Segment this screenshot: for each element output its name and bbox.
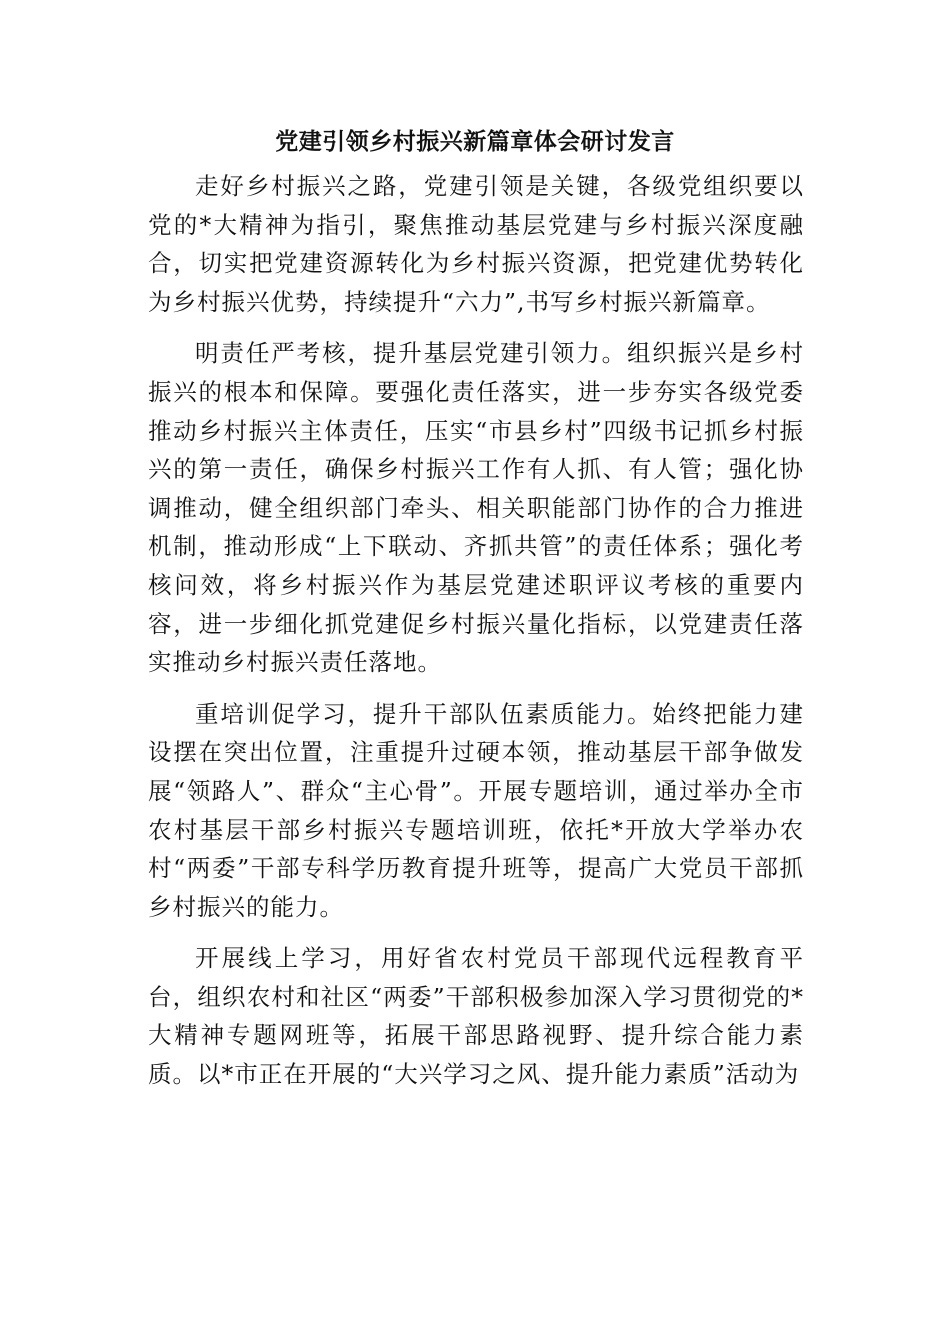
paragraph-online-learning: 开展线上学习，用好省农村党员干部现代远程教育平台，组织农村和社区“两委”干部积极参加深入学习贯彻党的*大精神专题网班等，拓展干部思路视野、提升综合能力素质。以*市正在开展的“大兴学习之风、提升能力素质”活动为 (148, 944, 804, 1089)
paragraph-intro: 走好乡村振兴之路，党建引领是关键，各级党组织要以党的*大精神为指引，聚焦推动基层党建与乡村振兴深度融合，切实把党建资源转化为乡村振兴资源，把党建优势转化为乡村振兴优势，持续提升“六力”,书写乡村振兴新篇章。 (148, 172, 804, 316)
paragraph-responsibility: 明责任严考核，提升基层党建引领力。组织振兴是乡村振兴的根本和保障。要强化责任落实，进一步夯实各级党委推动乡村振兴主体责任，压实“市县乡村”四级书记抓乡村振兴的第一责任，确保乡村振兴工作有人抓、有人管；强化协调推动，健全组织部门牵头、相关职能部门协作的合力推进机制，推动形成“上下联动、齐抓共管”的责任体系；强化考核问效，将乡村振兴作为基层党建述职评议考核的重要内容，进一步细化抓党建促乡村振兴量化指标，以党建责任落实推动乡村振兴责任落地。 (148, 339, 804, 677)
paragraph-training: 重培训促学习，提升干部队伍素质能力。始终把能力建设摆在突出位置，注重提升过硬本领，推动基层干部争做发展“领路人”、群众“主心骨”。开展专题培训，通过举办全市农村基层干部乡村振兴专题培训班，依托*开放大学举办农村“两委”干部专科学历教育提升班等，提高广大党员干部抓乡村振兴的能力。 (148, 699, 804, 921)
document-title: 党建引领乡村振兴新篇章体会研讨发言 (275, 129, 675, 155)
document-body (148, 167, 804, 1107)
